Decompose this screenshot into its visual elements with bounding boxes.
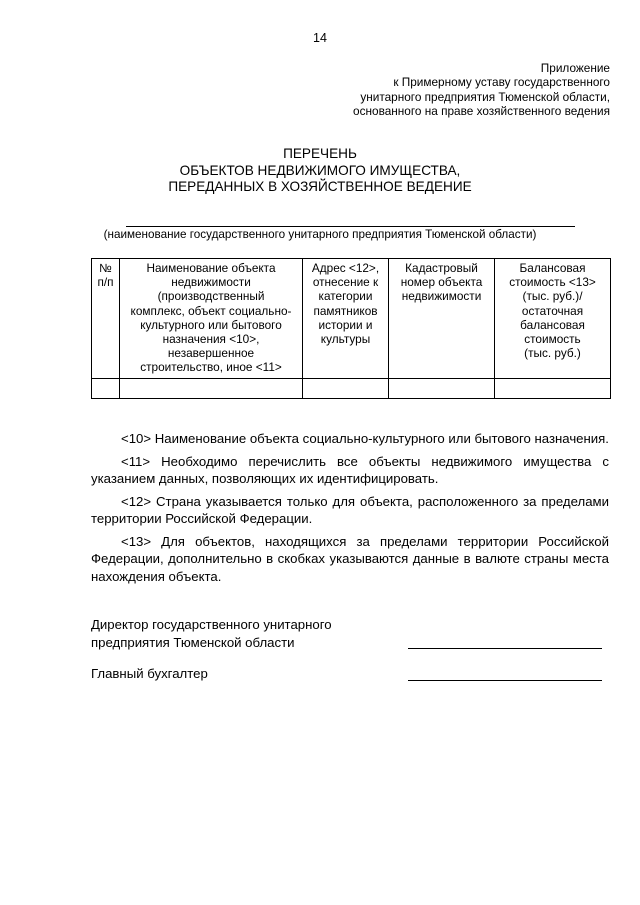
document-title [0, 146, 640, 196]
table-cell [92, 378, 120, 398]
header-cadastral-number: Кадастровый номер объекта недвижимости [389, 259, 495, 379]
accountant-signature-label: Главный бухгалтер [91, 666, 208, 681]
footnote-11: <11> Необходимо перечислить все объекты недвижимого имущества с указанием данных, позволяющих их идентифицировать. [91, 453, 609, 486]
table-row [92, 378, 611, 398]
header-balance-value: Балансовая стоимость <13> (тыс. руб.)/ остаточная балансовая стоимость (тыс. руб.) [495, 259, 611, 379]
accountant-signature-line [408, 680, 602, 681]
table-cell [389, 378, 495, 398]
header-object-name: Наименование объекта недвижимости (производственный комплекс, объект социально- культурного или бытового назначения <10>, незавершенное строительство, иное <11> [120, 259, 303, 379]
footnote-10: <10> Наименование объекта социально-культурного или бытового назначения. [121, 431, 609, 446]
appendix-line: унитарного предприятия Тюменской области, [360, 89, 610, 104]
appendix-line: Приложение [540, 61, 610, 75]
table-header-row [92, 259, 611, 379]
title-line: ПЕРЕЧЕНЬ [283, 146, 357, 161]
enterprise-name-caption: (наименование государственного унитарного предприятия Тюменской области) [103, 228, 537, 241]
table-cell [495, 378, 611, 398]
director-signature-line [408, 648, 602, 649]
table-cell [120, 378, 303, 398]
appendix-line: к Примерному уставу государственного [393, 75, 610, 90]
appendix-note [280, 61, 610, 118]
table-cell [303, 378, 389, 398]
appendix-line: основанного на праве хозяйственного ведения [353, 103, 610, 118]
title-line: ОБЪЕКТОВ НЕДВИЖИМОГО ИМУЩЕСТВА, [179, 162, 461, 178]
footnotes [91, 430, 609, 590]
title-line: ПЕРЕДАННЫХ В ХОЗЯЙСТВЕННОЕ ВЕДЕНИЕ [168, 179, 472, 195]
header-number: № п/п [92, 259, 120, 379]
header-address: Адрес <12>, отнесение к категории памятников истории и культуры [303, 259, 389, 379]
enterprise-name-blank-line [126, 226, 575, 227]
footnote-13: <13> Для объектов, находящихся за пределами территории Российской Федерации, дополнительно в скобках указываются данные в валюте страны места нахождения объекта. [91, 533, 609, 584]
property-objects-table [91, 258, 611, 399]
footnote-12: <12> Страна указывается только для объекта, расположенного за пределами территории Российской Федерации. [91, 493, 609, 526]
director-signature-label: Директор государственного унитарного предприятия Тюменской области [91, 617, 332, 650]
page-number: 14 [313, 31, 327, 45]
